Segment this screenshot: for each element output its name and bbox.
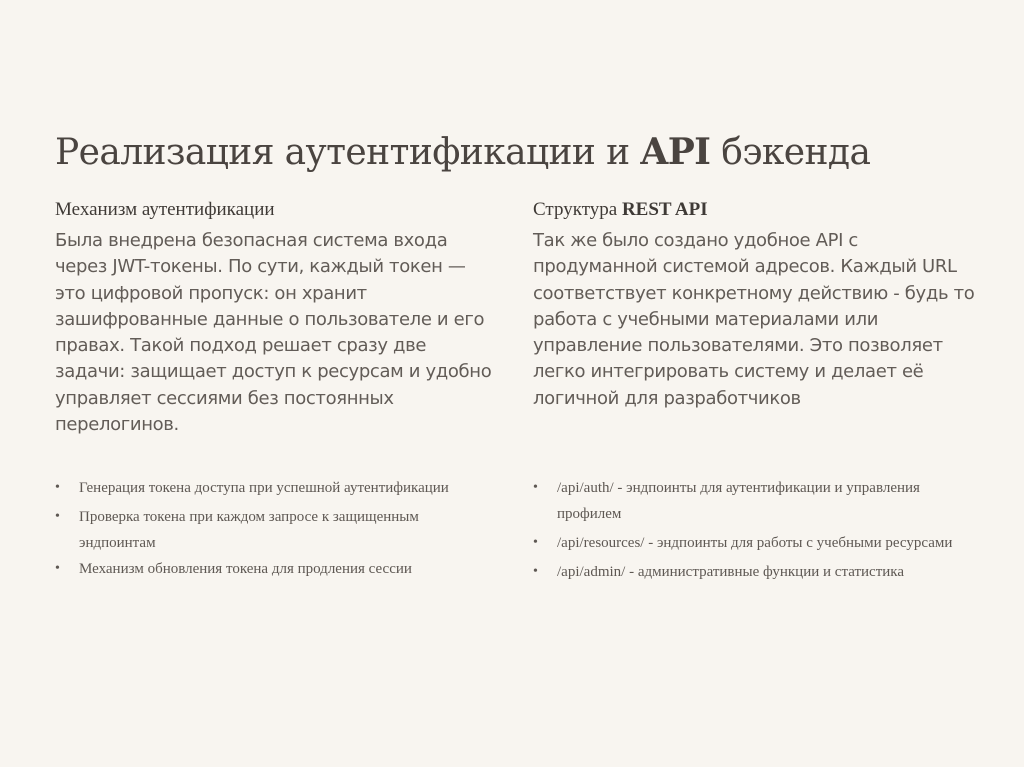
right-heading-prefix: Структура (533, 199, 622, 220)
left-heading: Механизм аутентификации (55, 199, 275, 220)
bullet-text: Механизм обновления токена для продления сессии (79, 561, 412, 577)
list-item (533, 559, 973, 585)
title-part-1: Реализация аутентификации и (55, 132, 641, 173)
bullet-text: /api/resources/ - эндпоинты для работы с учебными ресурсами (557, 535, 953, 551)
bullet-text: /api/auth/ - эндпоинты для аутентификации и управления профилем (557, 480, 920, 522)
bullet-icon: • (55, 509, 60, 524)
list-item (533, 530, 973, 556)
right-heading (533, 196, 978, 224)
bullet-icon: • (55, 561, 60, 576)
title-bold: API (640, 131, 711, 173)
bullet-icon: • (533, 480, 538, 495)
right-column (533, 196, 978, 412)
bullet-text: Проверка токена при каждом запросе к защищенным эндпоинтам (79, 509, 419, 551)
bullet-text: /api/admin/ - административные функции и статистика (557, 564, 904, 580)
bullet-icon: • (533, 564, 538, 579)
left-body: Была внедрена безопасная система входа через JWT-токены. По сути, каждый токен — это цифровой пропуск: он хранит зашифрованные данные о пользователе и его правах. Такой подход решает сразу две задачи: защищает доступ к ресурсам и удобно управляет сессиями без постоянных перелогинов. (55, 230, 492, 436)
right-bullet-list (533, 475, 973, 588)
left-column (55, 196, 500, 438)
list-item (533, 475, 973, 527)
list-item (55, 475, 495, 501)
bullet-icon: • (533, 535, 538, 550)
list-item (55, 556, 495, 582)
slide-title (55, 126, 870, 179)
list-item (55, 504, 495, 556)
title-part-2: бэкенда (710, 132, 871, 173)
bullet-text: Генерация токена доступа при успешной аутентификации (79, 480, 449, 496)
bullet-icon: • (55, 480, 60, 495)
left-bullet-list (55, 475, 495, 585)
right-body: Так же было создано удобное API с продуманной системой адресов. Каждый URL соответствует конкретному действию - будь то работа с учебными материалами или управление пользователями. Это позволяет легко интегрировать систему и делает её логичной для разработчиков (533, 230, 975, 409)
right-heading-bold: REST API (621, 199, 708, 220)
